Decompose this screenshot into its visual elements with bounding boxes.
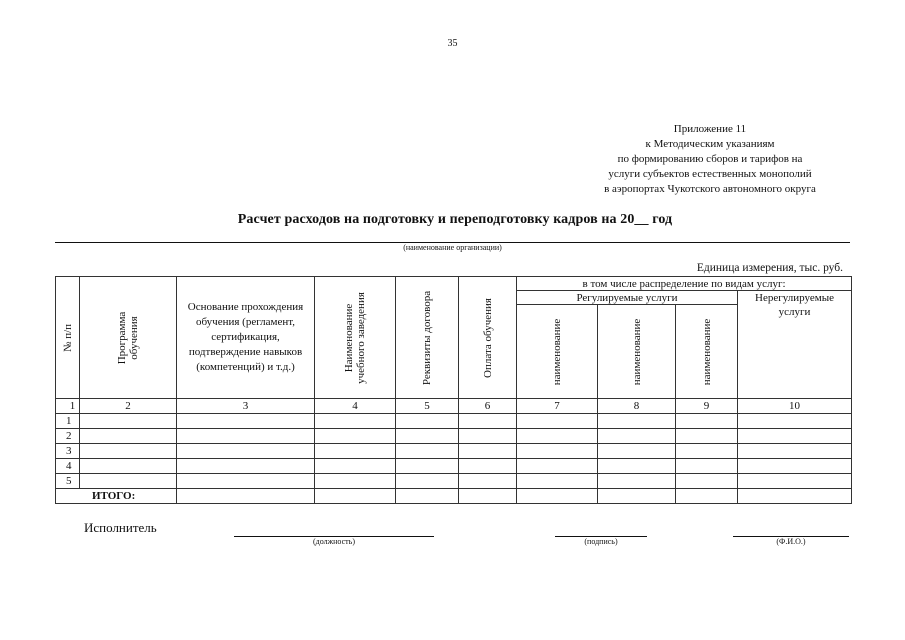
table-cell[interactable]: [396, 444, 459, 459]
table-cell[interactable]: [517, 474, 598, 489]
document-title: Расчет расходов на подготовку и переподготовку кадров на 20__ год: [237, 212, 673, 227]
column-number: 1: [56, 399, 80, 414]
table-row: [56, 474, 852, 489]
table-cell[interactable]: [396, 429, 459, 444]
table-cell[interactable]: [738, 474, 852, 489]
table-cell[interactable]: [598, 474, 676, 489]
table-cell[interactable]: [598, 489, 676, 504]
executor-label: Исполнитель: [84, 520, 157, 535]
appendix-line: в аэропортах Чукотского автономного округа: [604, 183, 816, 195]
table-cell[interactable]: [676, 429, 738, 444]
table-cell[interactable]: [676, 489, 738, 504]
table-cell[interactable]: [177, 459, 315, 474]
header-program: Программа обучения: [80, 277, 177, 399]
header-distribution-group: в том числе распределение по видам услуг:: [517, 277, 852, 291]
table-cell[interactable]: [315, 459, 396, 474]
position-caption: (должность): [313, 537, 355, 546]
row-number: 1: [56, 414, 80, 429]
table-row: [56, 429, 852, 444]
appendix-line: услуги субъектов естественных монополий: [608, 168, 812, 180]
column-number: 3: [177, 399, 315, 414]
unit-of-measure: Единица измерения, тыс. руб.: [696, 262, 843, 274]
table-cell[interactable]: [396, 414, 459, 429]
column-number: 9: [676, 399, 738, 414]
table-cell[interactable]: [517, 429, 598, 444]
header-payment: Оплата обучения: [459, 277, 517, 399]
page-number: 35: [447, 38, 458, 49]
table-cell[interactable]: [738, 459, 852, 474]
table-cell[interactable]: [738, 429, 852, 444]
table-cell[interactable]: [738, 489, 852, 504]
table-cell[interactable]: [80, 474, 177, 489]
column-number: 10: [738, 399, 852, 414]
appendix-block: [560, 122, 860, 197]
table-cell[interactable]: [517, 414, 598, 429]
table-cell[interactable]: [396, 489, 459, 504]
row-number: 5: [56, 474, 80, 489]
table-cell[interactable]: [177, 444, 315, 459]
table-cell[interactable]: [315, 474, 396, 489]
table-cell[interactable]: [517, 489, 598, 504]
row-number: 2: [56, 429, 80, 444]
column-number: 4: [315, 399, 396, 414]
table-cell[interactable]: [80, 444, 177, 459]
table-cell[interactable]: [459, 444, 517, 459]
full-name-caption: (Ф.И.О.): [776, 537, 806, 546]
table-cell[interactable]: [459, 459, 517, 474]
table-row: [56, 414, 852, 429]
row-number: 3: [56, 444, 80, 459]
table-cell[interactable]: [177, 414, 315, 429]
column-number: 5: [396, 399, 459, 414]
expense-table: [55, 276, 852, 504]
header-regulated-services: Регулируемые услуги: [517, 291, 738, 305]
table-cell[interactable]: [315, 429, 396, 444]
table-cell[interactable]: [177, 474, 315, 489]
table-cell[interactable]: [459, 429, 517, 444]
table-cell[interactable]: [315, 489, 396, 504]
organization-caption: (наименование организации): [403, 243, 502, 252]
column-number: 8: [598, 399, 676, 414]
header-institution: Наименование учебного заведения: [315, 277, 396, 399]
table-cell[interactable]: [598, 429, 676, 444]
appendix-line: Приложение 11: [673, 123, 747, 135]
column-number-row: [56, 399, 852, 414]
table-cell[interactable]: [598, 459, 676, 474]
table-cell[interactable]: [396, 459, 459, 474]
header-contract-details: Реквизиты договора: [396, 277, 459, 399]
header-basis: Основание прохождения обучения (регламент, сертификация, подтверждение навыков (компетенций) и т.д.): [177, 277, 315, 399]
total-label: ИТОГО:: [56, 489, 177, 504]
column-number: 6: [459, 399, 517, 414]
table-cell[interactable]: [676, 414, 738, 429]
signature-caption: (подпись): [584, 537, 618, 546]
appendix-line: по формированию сборов и тарифов на: [617, 153, 803, 165]
table-cell[interactable]: [459, 489, 517, 504]
table-cell[interactable]: [315, 414, 396, 429]
table-cell[interactable]: [80, 429, 177, 444]
table-cell[interactable]: [517, 459, 598, 474]
column-number: 2: [80, 399, 177, 414]
table-cell[interactable]: [80, 459, 177, 474]
column-number: 7: [517, 399, 598, 414]
table-cell[interactable]: [315, 444, 396, 459]
table-cell[interactable]: [459, 474, 517, 489]
table-cell[interactable]: [517, 444, 598, 459]
header-service-name-8: наименование: [598, 305, 676, 399]
header-unregulated-services: Нерегулируемые услуги: [738, 291, 852, 399]
table-cell[interactable]: [676, 459, 738, 474]
table-cell[interactable]: [396, 474, 459, 489]
table-cell[interactable]: [598, 444, 676, 459]
header-service-name-7: наименование: [517, 305, 598, 399]
table-cell[interactable]: [459, 414, 517, 429]
table-row: [56, 459, 852, 474]
table-cell[interactable]: [738, 444, 852, 459]
row-number: 4: [56, 459, 80, 474]
table-cell[interactable]: [676, 474, 738, 489]
appendix-line: к Методическим указаниям: [645, 138, 775, 150]
table-cell[interactable]: [738, 414, 852, 429]
table-cell[interactable]: [676, 444, 738, 459]
table-cell[interactable]: [80, 414, 177, 429]
header-service-name-9: наименование: [676, 305, 738, 399]
table-cell[interactable]: [177, 429, 315, 444]
total-row: [56, 489, 852, 504]
table-row: [56, 444, 852, 459]
header-row-number: № п/п: [56, 277, 80, 399]
table-cell[interactable]: [177, 489, 315, 504]
table-cell[interactable]: [598, 414, 676, 429]
